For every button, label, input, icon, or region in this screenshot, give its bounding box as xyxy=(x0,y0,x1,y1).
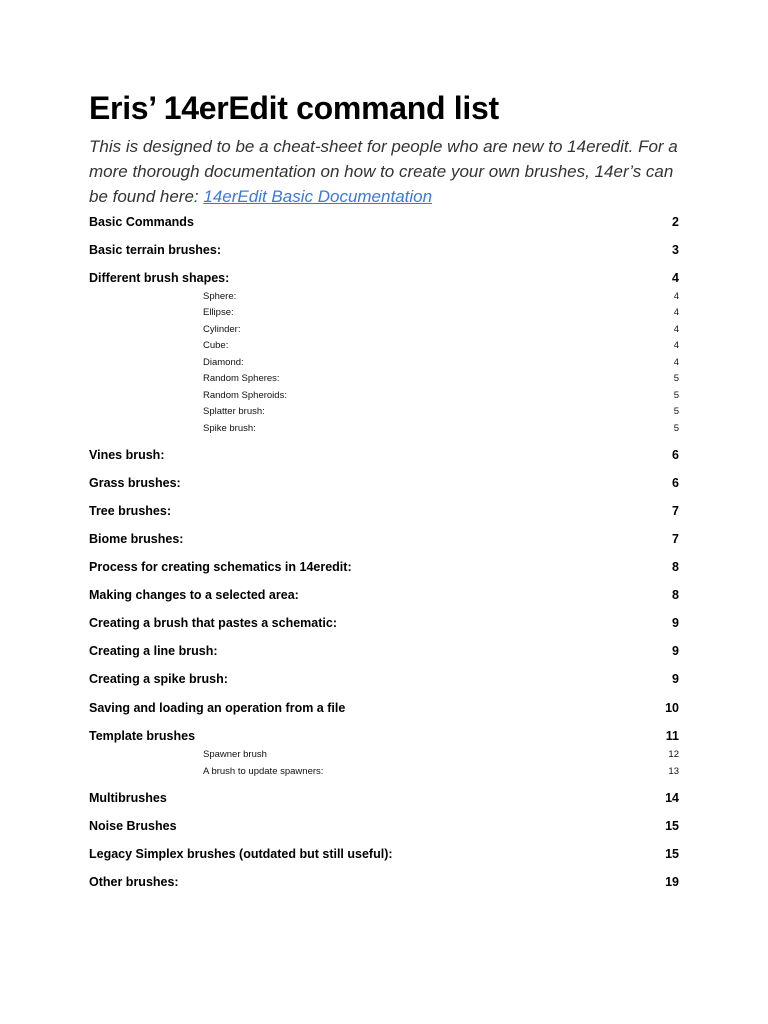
toc-subentry[interactable] xyxy=(89,423,679,434)
toc-page-number: 5 xyxy=(673,389,679,401)
toc-entry[interactable] xyxy=(89,819,679,833)
toc-entry-label: Splatter brush: xyxy=(203,405,265,417)
toc-subentry[interactable] xyxy=(89,749,679,760)
toc-entry-label: Ellipse: xyxy=(203,306,234,318)
toc-page-number: 11 xyxy=(665,728,679,743)
toc-page-number: 15 xyxy=(665,846,679,861)
toc-entry-label: Creating a brush that pastes a schematic: xyxy=(89,615,337,630)
toc-page-number: 4 xyxy=(673,323,679,335)
toc-page-number: 9 xyxy=(672,671,679,686)
toc-subentry[interactable] xyxy=(89,390,679,401)
intro-paragraph xyxy=(89,134,689,209)
toc-entry-label: Noise Brushes xyxy=(89,818,177,833)
toc-entry-label: Diamond: xyxy=(203,356,244,368)
toc-entry-label: Random Spheroids: xyxy=(203,389,287,401)
toc-page-number: 6 xyxy=(672,475,679,490)
toc-entry[interactable] xyxy=(89,476,679,490)
toc-entry-label: Legacy Simplex brushes (outdated but still useful): xyxy=(89,846,393,861)
toc-entry-label: Creating a spike brush: xyxy=(89,671,228,686)
toc-entry[interactable] xyxy=(89,616,679,630)
toc-entry-label: Template brushes xyxy=(89,728,196,743)
toc-entry-label: Grass brushes: xyxy=(89,475,181,490)
toc-page-number: 14 xyxy=(665,790,679,805)
toc-entry-label: Basic Commands xyxy=(89,214,194,229)
toc-entry-label: Random Spheres: xyxy=(203,372,280,384)
toc-page-number: 6 xyxy=(672,447,679,462)
toc-entry-label: Cube: xyxy=(203,339,229,351)
toc-entry-label: Process for creating schematics in 14eredit: xyxy=(89,559,352,574)
documentation-link[interactable]: 14erEdit Basic Documentation xyxy=(203,187,433,206)
toc-entry-label: Vines brush: xyxy=(89,447,165,462)
toc-entry-label: Sphere: xyxy=(203,290,237,302)
toc-entry[interactable] xyxy=(89,644,679,658)
toc-page-number: 5 xyxy=(673,372,679,384)
toc-page-number: 5 xyxy=(673,422,679,434)
toc-entry[interactable] xyxy=(89,215,679,229)
toc-page-number: 10 xyxy=(665,700,679,715)
toc-entry-label: Spike brush: xyxy=(203,422,256,434)
toc-entry[interactable] xyxy=(89,847,679,861)
toc-entry[interactable] xyxy=(89,504,679,518)
toc-entry-label: Cylinder: xyxy=(203,323,241,335)
toc-entry-label: Basic terrain brushes: xyxy=(89,242,221,257)
toc-page-number: 13 xyxy=(668,765,679,777)
toc-page-number: 8 xyxy=(672,559,679,574)
toc-page-number: 19 xyxy=(665,874,679,889)
toc-page-number: 2 xyxy=(672,214,679,229)
toc-page-number: 4 xyxy=(673,290,679,302)
toc-subentry[interactable] xyxy=(89,291,679,302)
toc-entry[interactable] xyxy=(89,448,679,462)
toc-entry-label: Spawner brush xyxy=(203,748,267,760)
toc-page-number: 7 xyxy=(672,503,679,518)
toc-entry-label: Tree brushes: xyxy=(89,503,171,518)
toc-entry[interactable] xyxy=(89,701,679,715)
toc-page-number: 7 xyxy=(672,531,679,546)
toc-entry-label: Biome brushes: xyxy=(89,531,184,546)
toc-subentry[interactable] xyxy=(89,307,679,318)
toc-page-number: 9 xyxy=(672,643,679,658)
toc-page-number: 4 xyxy=(672,270,679,285)
intro-text: This is designed to be a cheat-sheet for people who are new to 14eredit. For a more thorough documentation on how to create your own brushes, 14er’s can be found here: xyxy=(89,137,678,206)
toc-subentry[interactable] xyxy=(89,406,679,417)
toc-page-number: 4 xyxy=(673,306,679,318)
toc-entry-label: Other brushes: xyxy=(89,874,179,889)
toc-subentry[interactable] xyxy=(89,324,679,335)
toc-entry[interactable] xyxy=(89,243,679,257)
toc-subentry[interactable] xyxy=(89,373,679,384)
toc-entry[interactable] xyxy=(89,588,679,602)
toc-page-number: 15 xyxy=(665,818,679,833)
toc-page-number: 3 xyxy=(672,242,679,257)
toc-page-number: 4 xyxy=(673,339,679,351)
toc-subentry[interactable] xyxy=(89,357,679,368)
toc-entry[interactable] xyxy=(89,791,679,805)
toc-page-number: 4 xyxy=(673,356,679,368)
toc-subentry[interactable] xyxy=(89,340,679,351)
toc-page-number: 8 xyxy=(672,587,679,602)
toc-entry[interactable] xyxy=(89,532,679,546)
toc-entry[interactable] xyxy=(89,729,679,743)
toc-entry[interactable] xyxy=(89,672,679,686)
toc-entry-label: A brush to update spawners: xyxy=(203,765,324,777)
document-title: Eris’ 14erEdit command list xyxy=(89,90,499,126)
toc-entry-label: Saving and loading an operation from a file xyxy=(89,700,346,715)
toc-entry[interactable] xyxy=(89,875,679,889)
toc-entry-label: Making changes to a selected area: xyxy=(89,587,299,602)
toc-subentry[interactable] xyxy=(89,766,679,777)
toc-entry-label: Creating a line brush: xyxy=(89,643,218,658)
toc-entry-label: Multibrushes xyxy=(89,790,167,805)
toc-page-number: 5 xyxy=(673,405,679,417)
toc-page-number: 9 xyxy=(672,615,679,630)
toc-entry[interactable] xyxy=(89,271,679,285)
toc-entry[interactable] xyxy=(89,560,679,574)
toc-entry-label: Different brush shapes: xyxy=(89,270,230,285)
toc-page-number: 12 xyxy=(668,748,679,760)
